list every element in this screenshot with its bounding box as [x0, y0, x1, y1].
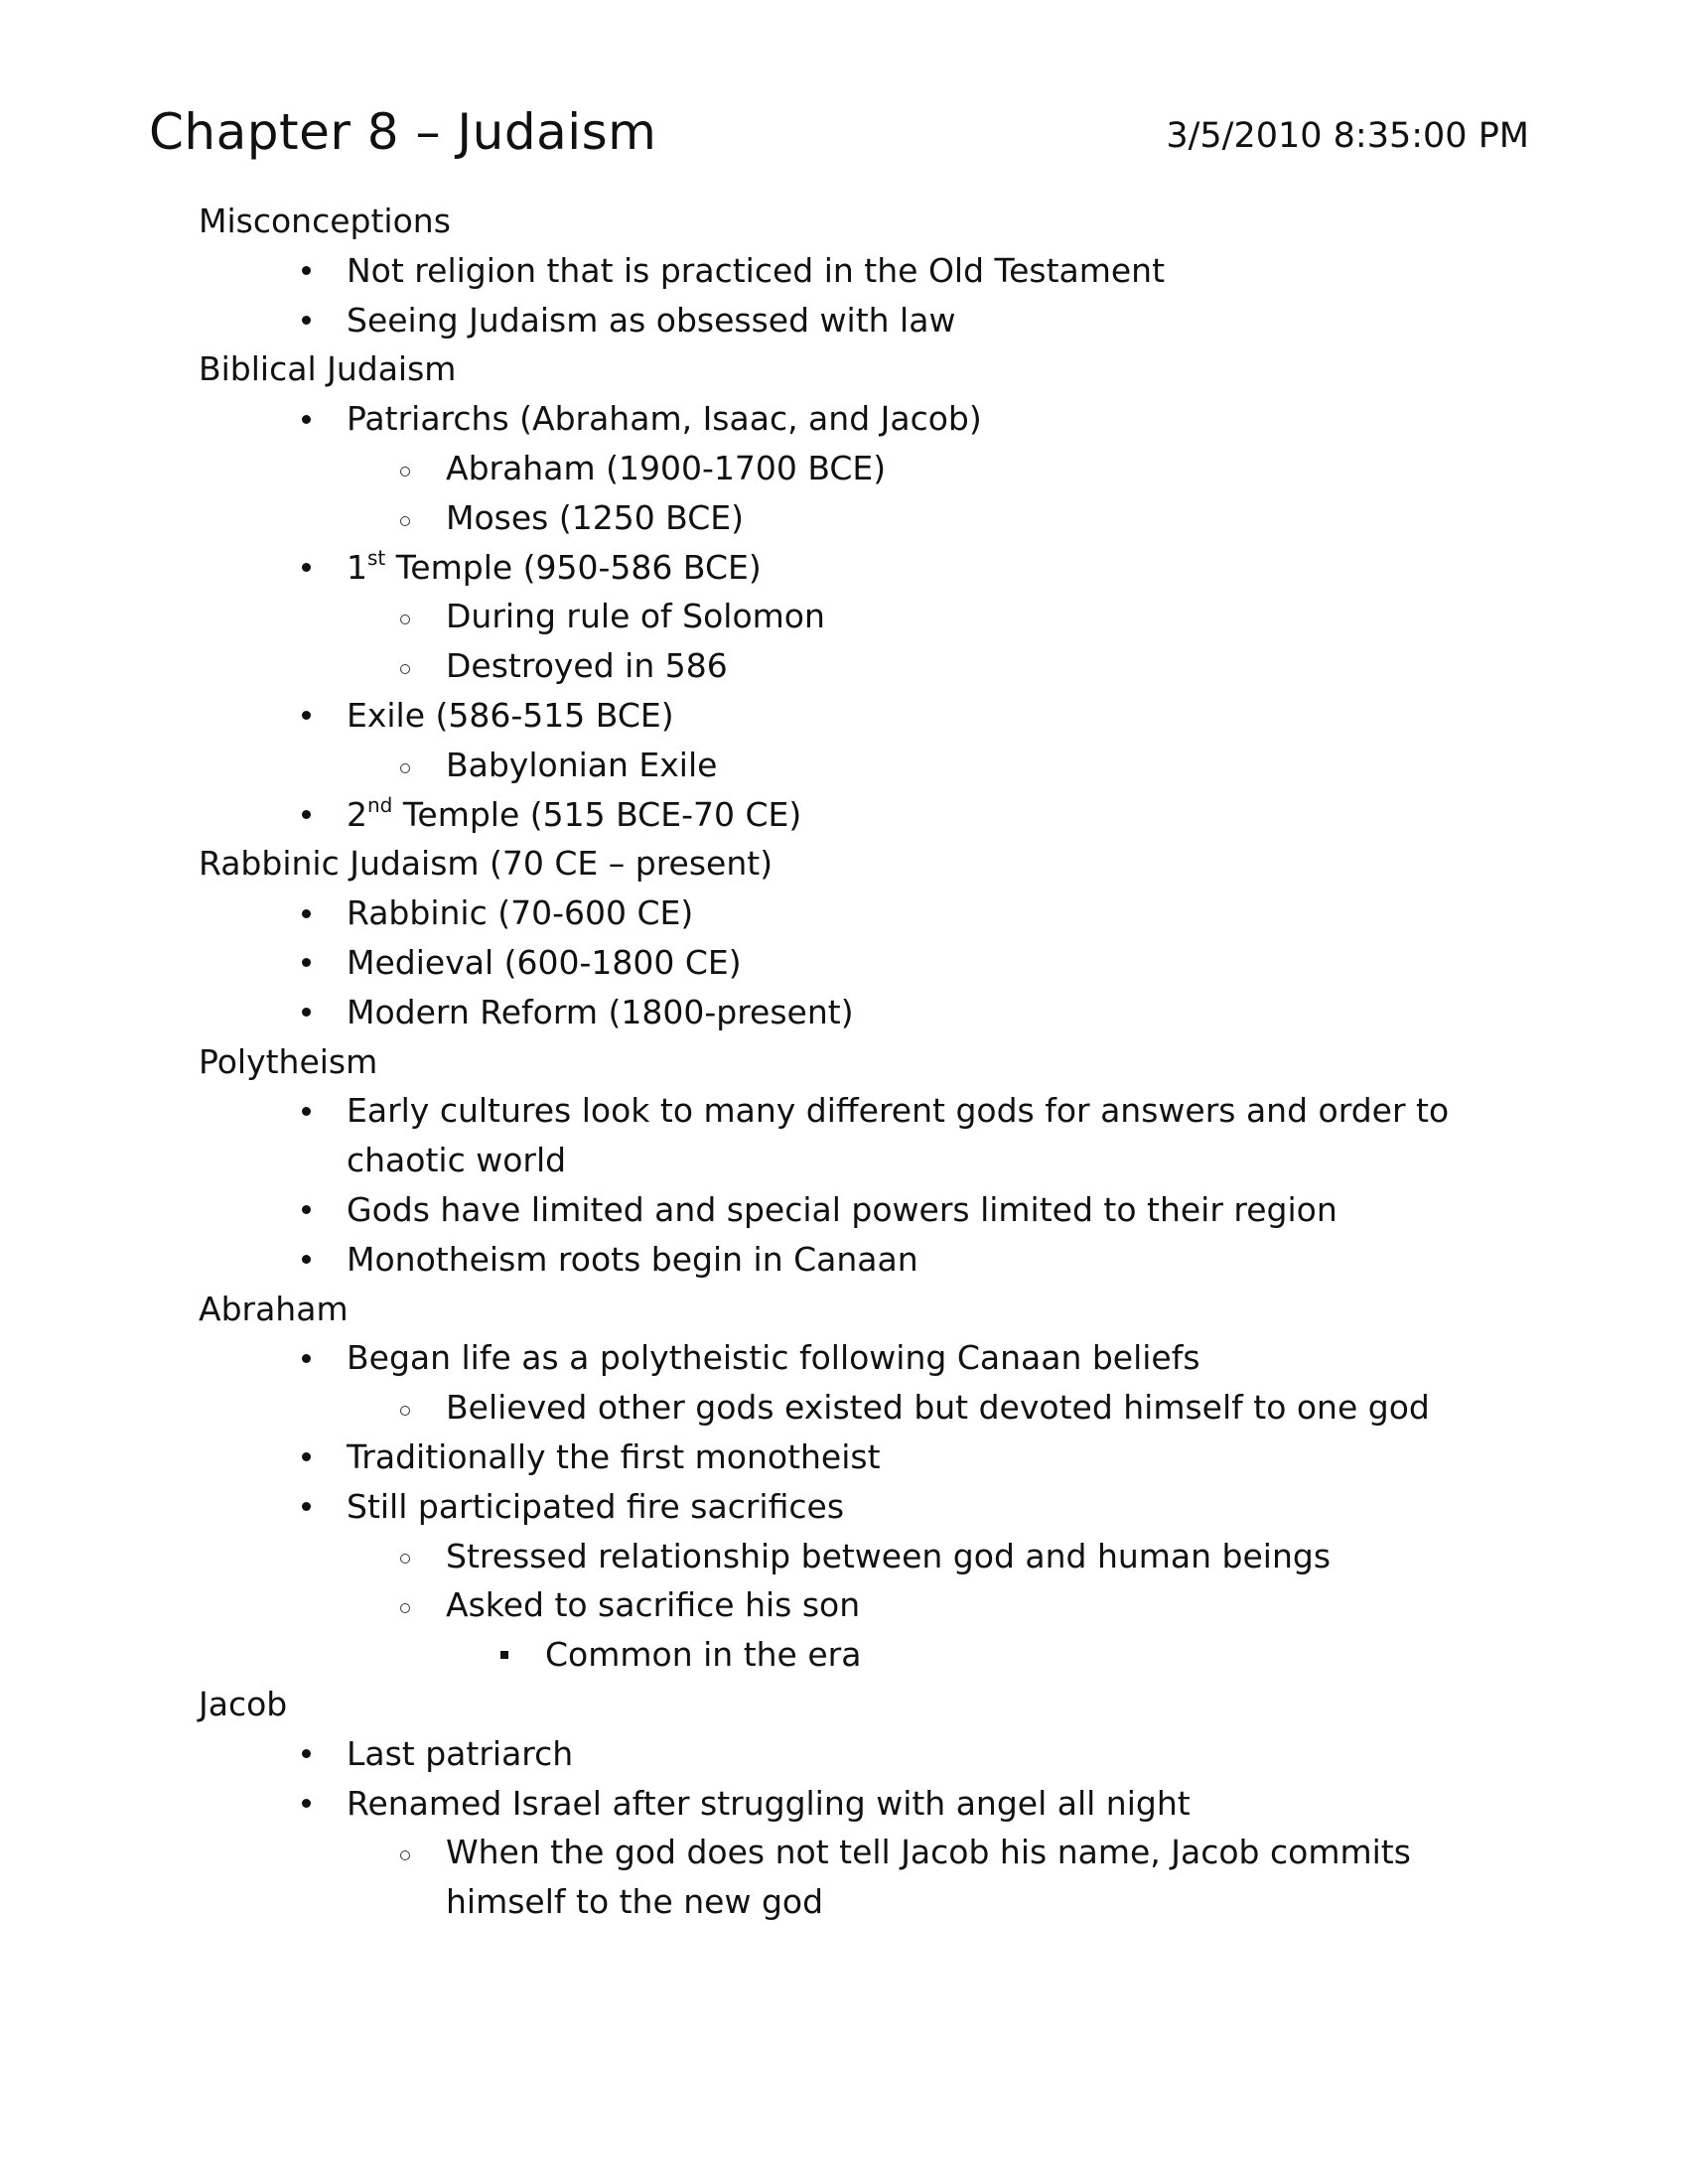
- section-heading: [0, 1037, 1688, 1087]
- bullet-dot-icon: [291, 394, 321, 444]
- item-text: Destroyed in 586: [446, 646, 728, 686]
- bullet-circle-icon: [390, 592, 420, 641]
- ordinal-number: 2: [347, 794, 367, 834]
- item-text: Last patriarch: [347, 1733, 574, 1773]
- item-text: Believed other gods existed but devoted himself to one god: [446, 1388, 1430, 1428]
- item-text: Biblical Judaism: [199, 349, 457, 389]
- item-text: Stressed relationship between god and human beings: [446, 1536, 1332, 1575]
- list-item: [0, 938, 1688, 988]
- list-item: [0, 1235, 1688, 1285]
- list-item: [0, 988, 1688, 1037]
- bullet-dot-icon: [291, 1482, 321, 1532]
- list-item: [0, 1779, 1688, 1829]
- section-heading: [0, 1285, 1688, 1334]
- item-text: Traditionally the first monotheist: [347, 1436, 881, 1476]
- item-text: Moses (1250 BCE): [446, 497, 745, 537]
- list-item: [0, 1532, 1688, 1581]
- bullet-circle-icon: [390, 493, 420, 543]
- bullet-dot-icon: [291, 543, 321, 593]
- list-item: [0, 1828, 1688, 1927]
- item-text: Early cultures look to many different gods for answers and order to chaotic world: [347, 1091, 1450, 1180]
- item-text: When the god does not tell Jacob his name, Jacob commits himself to the new god: [446, 1833, 1411, 1922]
- list-item: [0, 394, 1688, 444]
- list-item: [0, 493, 1688, 543]
- item-text: Monotheism roots begin in Canaan: [347, 1239, 918, 1279]
- item-text: Rabbinic (70-600 CE): [347, 893, 694, 933]
- list-item: [0, 790, 1688, 840]
- list-item: [0, 1185, 1688, 1235]
- ordinal-number: 1: [347, 547, 367, 587]
- item-text: Asked to sacrifice his son: [446, 1585, 861, 1625]
- list-item: [0, 543, 1688, 593]
- item-text: Temple (950-586 BCE): [385, 547, 762, 587]
- bullet-circle-icon: [390, 741, 420, 790]
- bullet-dot-icon: [291, 1185, 321, 1235]
- item-text: Renamed Israel after struggling with angel all night: [347, 1783, 1191, 1823]
- item-text: Exile (586-515 BCE): [347, 695, 674, 735]
- list-item: [0, 1333, 1688, 1383]
- item-text: Jacob: [199, 1684, 288, 1723]
- list-item: [0, 888, 1688, 938]
- item-text: Gods have limited and special powers limited to their region: [347, 1189, 1337, 1229]
- section-heading: [0, 344, 1688, 394]
- item-text: Abraham: [199, 1289, 349, 1328]
- bullet-dot-icon: [291, 1729, 321, 1779]
- item-text: Common in the era: [545, 1635, 862, 1675]
- item-text: During rule of Solomon: [446, 597, 825, 636]
- bullet-circle-icon: [390, 1828, 420, 1877]
- item-text: Babylonian Exile: [446, 745, 718, 784]
- bullet-dot-icon: [291, 1779, 321, 1829]
- section-heading: [0, 839, 1688, 888]
- bullet-circle-icon: [390, 641, 420, 691]
- item-text: Not religion that is practiced in the Old Testament: [347, 250, 1166, 290]
- bullet-circle-icon: [390, 444, 420, 493]
- page-title: Chapter 8 – Judaism: [149, 103, 657, 161]
- item-text: Temple (515 BCE-70 CE): [392, 794, 802, 834]
- item-text: Still participated fire sacrifices: [347, 1486, 845, 1526]
- list-item: [0, 1086, 1688, 1185]
- list-item: [0, 641, 1688, 691]
- item-text: Modern Reform (1800-present): [347, 992, 854, 1031]
- list-item: [0, 246, 1688, 296]
- item-text: Polytheism: [199, 1041, 378, 1081]
- list-item: [0, 296, 1688, 345]
- list-item: [0, 1729, 1688, 1779]
- bullet-dot-icon: [291, 1086, 321, 1136]
- list-item: [0, 1580, 1688, 1630]
- bullet-dot-icon: [291, 790, 321, 840]
- timestamp: 3/5/2010 8:35:00 PM: [1166, 116, 1529, 156]
- item-text: Medieval (600-1800 CE): [347, 942, 742, 982]
- bullet-dot-icon: [291, 296, 321, 345]
- item-text: Seeing Judaism as obsessed with law: [347, 300, 956, 340]
- ordinal-suffix: st: [367, 545, 386, 570]
- bullet-circle-icon: [390, 1532, 420, 1581]
- bullet-circle-icon: [390, 1580, 420, 1630]
- bullet-dot-icon: [291, 246, 321, 296]
- bullet-dot-icon: [291, 691, 321, 741]
- section-heading: [0, 1680, 1688, 1729]
- bullet-dot-icon: [291, 988, 321, 1037]
- bullet-dot-icon: [291, 1333, 321, 1383]
- bullet-dot-icon: [291, 938, 321, 988]
- item-text: Rabbinic Judaism (70 CE – present): [199, 844, 774, 884]
- bullet-dot-icon: [291, 1433, 321, 1482]
- list-item: [0, 1630, 1688, 1680]
- list-item: [0, 691, 1688, 741]
- bullet-dot-icon: [291, 1235, 321, 1285]
- item-text: Began life as a polytheistic following Canaan beliefs: [347, 1338, 1200, 1378]
- list-item: [0, 1433, 1688, 1482]
- list-item: [0, 444, 1688, 493]
- list-item: [0, 1482, 1688, 1532]
- list-item: [0, 741, 1688, 790]
- list-item: [0, 592, 1688, 641]
- bullet-square-icon: [490, 1630, 519, 1680]
- list-item: [0, 1383, 1688, 1433]
- section-heading: [0, 197, 1688, 246]
- item-text: Patriarchs (Abraham, Isaac, and Jacob): [347, 399, 982, 439]
- notes-outline: [0, 197, 1688, 1927]
- bullet-dot-icon: [291, 888, 321, 938]
- item-text: Misconceptions: [199, 202, 451, 240]
- ordinal-suffix: nd: [367, 792, 393, 817]
- item-text: Abraham (1900-1700 BCE): [446, 448, 887, 487]
- bullet-circle-icon: [390, 1383, 420, 1433]
